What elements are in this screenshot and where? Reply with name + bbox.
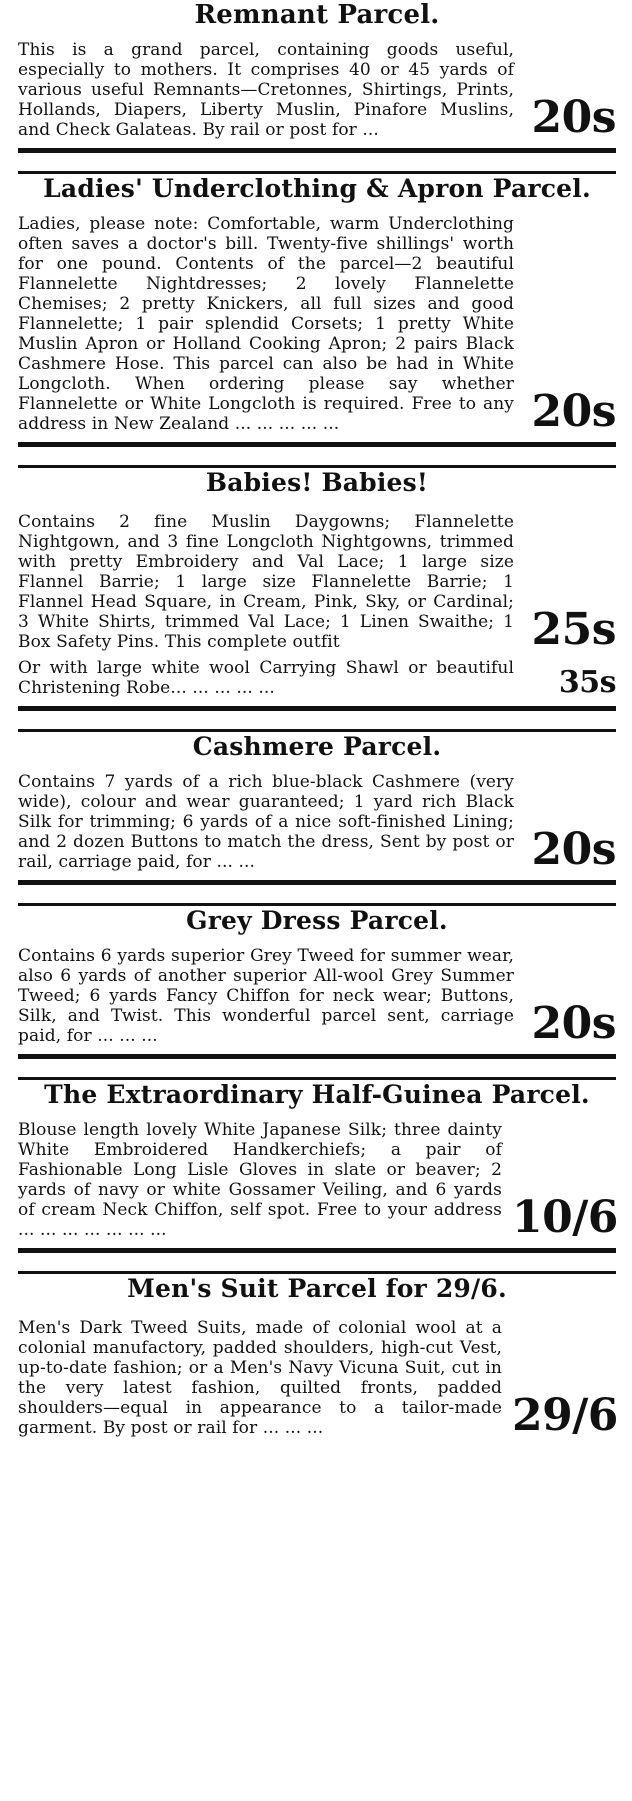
section-body <box>18 214 616 437</box>
body-row <box>18 214 616 437</box>
section-gap <box>18 447 616 461</box>
section-title: The Extraordinary Half-Guinea Parcel. <box>44 1080 590 1109</box>
grey-dress-parcel-section <box>6 906 626 1080</box>
section-text: Contains 7 yards of a rich blue-black Cashmere (very wide), colour and wear guaranteed; 1 yard rich Black Silk for trimming; 6 yards of a nice soft-finished Lining; and 2 dozen Buttons to match the dress, Sent by post or rail, carriage paid, for ... ... <box>18 772 514 872</box>
ladies-underclothing-section <box>6 174 626 468</box>
section-body <box>18 512 616 698</box>
section-title: Grey Dress Parcel. <box>186 906 448 935</box>
body-row <box>18 1318 618 1441</box>
section-body <box>18 772 616 875</box>
babies-section <box>6 468 626 732</box>
section-price: 10/6 <box>512 1192 618 1243</box>
section-text: Men's Dark Tweed Suits, made of colonial wool at a colonial manufactory, padded shoulders, high-cut Vest, up-to-date fashion; or a Men's Navy Vicuna Suit, cut in the very latest fashion, quilted fronts, padded shoulders—equal in appearance to a tailor-made garment. By post or rail for ... ... ... <box>18 1318 502 1438</box>
section-price: 20s <box>531 998 616 1049</box>
section-gap <box>18 1253 616 1267</box>
section-body <box>18 40 616 143</box>
section-price: 20s <box>531 386 616 437</box>
section-price: 25s <box>531 604 616 655</box>
section-gap <box>18 153 616 167</box>
section-title: Ladies' Underclothing & Apron Parcel. <box>43 174 591 203</box>
section-price: 29/6 <box>512 1390 618 1441</box>
body-row <box>18 1120 618 1243</box>
section-text: Contains 2 fine Muslin Daygowns; Flannelette Nightgown, and 3 fine Longcloth Nightgowns, trimmed with pretty Embroidery and Val Lace; 1 large size Flannel Barrie; 1 large size Flannelette Barrie; 1 Flannel Head Square, in Cream, Pink, Sky, or Cardinal; 3 White Shirts, trimmed Val Lace; 1 Linen Swaithe; 1 Box Safety Pins. This complete outfit <box>18 512 514 652</box>
cashmere-parcel-section <box>6 732 626 906</box>
section-title: Cashmere Parcel. <box>192 732 442 761</box>
body-row <box>18 772 616 875</box>
half-guinea-parcel-section <box>6 1080 626 1274</box>
section-body <box>18 1318 618 1441</box>
section-body <box>18 946 616 1049</box>
body-row <box>18 512 616 655</box>
section-price: 20s <box>531 92 616 143</box>
section-gap <box>18 885 616 899</box>
section-text: This is a grand parcel, containing goods useful, especially to mothers. It comprises 40 or 45 yards of various useful Remnants—Cretonnes, Shirtings, Prints, Hollands, Diapers, Liberty Muslin, Pinafore Muslins, and Check Galateas. By rail or post for ... <box>18 40 514 140</box>
section-text: Contains 6 yards superior Grey Tweed for summer wear, also 6 yards of another superior All-wool Grey Summer Tweed; 6 yards Fancy Chiffon for neck wear; Buttons, Silk, and Twist. This wonderful parcel sent, carriage paid, for ... ... ... <box>18 946 514 1046</box>
section-body <box>18 1120 618 1243</box>
body-row <box>18 946 616 1049</box>
section-gap <box>18 1059 616 1073</box>
section-extra-price: 35s <box>558 665 616 700</box>
section-text: Ladies, please note: Comfortable, warm Underclothing often saves a doctor's bill. Twenty-five shillings' worth for one pound. Contents of the parcel—2 beautiful Flannelette Nightdresses; 2 lovely Flannelette Chemises; 2 pretty Knickers, all full sizes and good Flannelette; 1 pair splendid Corsets; 1 pretty White Muslin Apron or Holland Cooking Apron; 2 pairs Black Cashmere Hose. This parcel can also be had in White Longcloth. When ordering please say whether Flannelette or White Longcloth is required. Free to any address in New Zealand ... ... ... ... ... <box>18 214 514 434</box>
section-title: Remnant Parcel. <box>194 0 440 30</box>
body-row <box>18 40 616 143</box>
section-title: Men's Suit Parcel for 29/6. <box>127 1274 507 1303</box>
remnant-parcel-section <box>6 0 626 174</box>
body-subrow <box>18 658 616 698</box>
section-gap <box>18 711 616 725</box>
mens-suit-parcel-section <box>6 1274 626 1441</box>
section-price: 20s <box>531 824 616 875</box>
section-extra-text: Or with large white wool Carrying Shawl or beautiful Christening Robe... ... ... ... ... <box>18 658 514 698</box>
section-text: Blouse length lovely White Japanese Silk; three dainty White Embroidered Handkerchiefs; a pair of Fashionable Long Lisle Gloves in slate or beaver; 2 yards of navy or white Gossamer Veiling, and 6 yards of cream Neck Chiffon, self spot. Free to your address ... ... ... ... ... ... ... <box>18 1120 502 1240</box>
section-title: Babies! Babies! <box>205 468 429 497</box>
